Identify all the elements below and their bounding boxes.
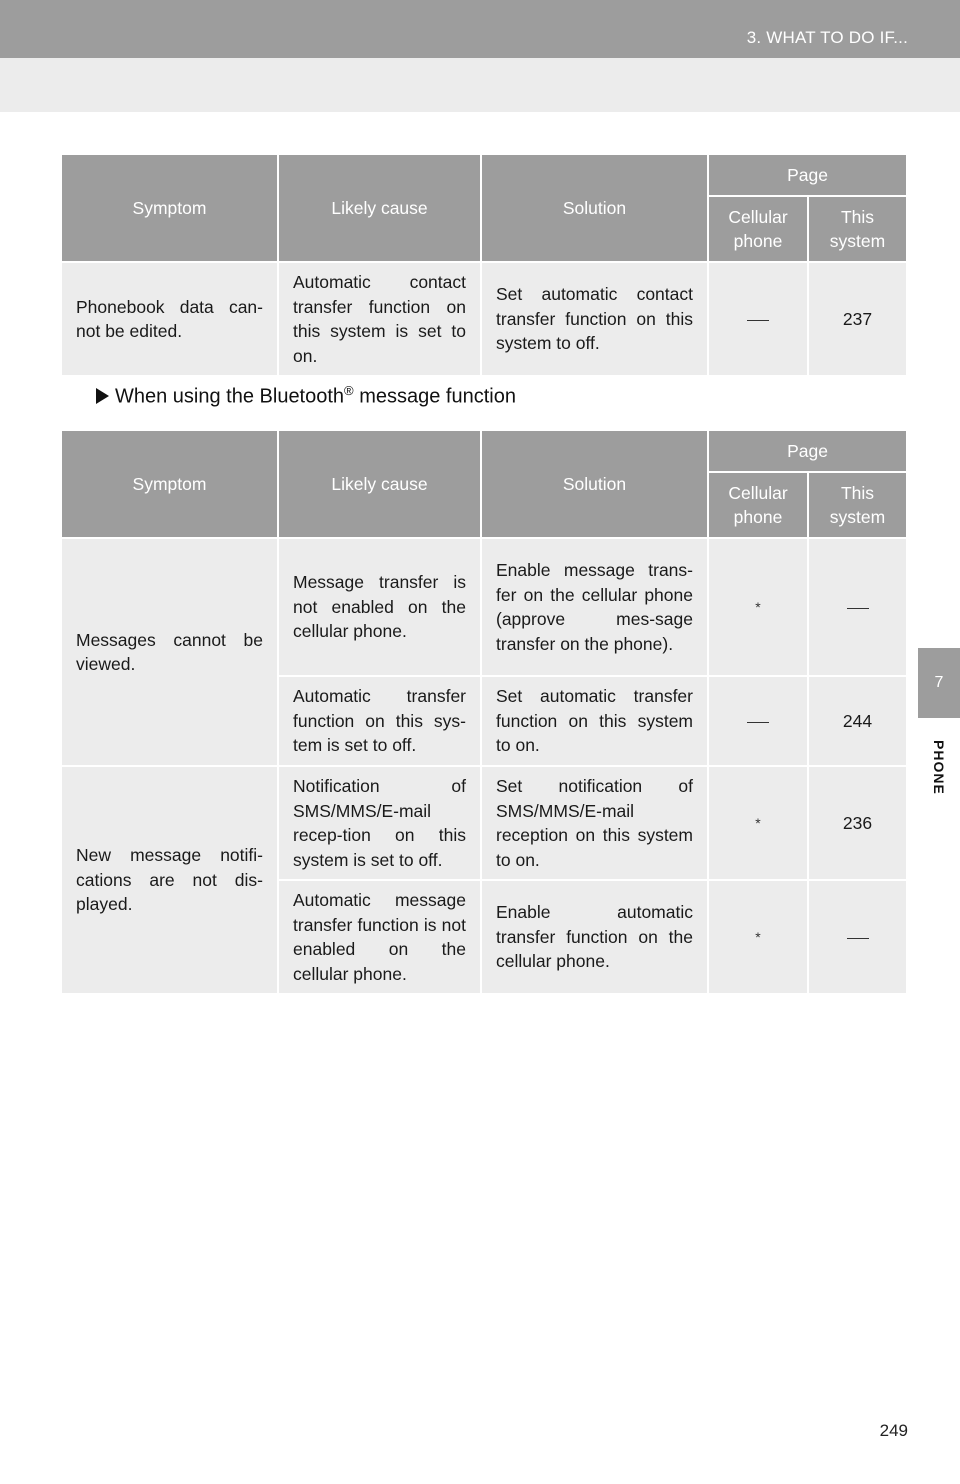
triangle-bullet-icon xyxy=(96,388,109,404)
col-symptom: Symptom xyxy=(61,154,278,262)
dash-mark xyxy=(747,722,769,723)
symptom-cell: Phonebook data can-not be edited. xyxy=(61,262,278,376)
solution-cell: Set notification of SMS/MMS/E-mail reception on this system to on. xyxy=(481,766,708,880)
section-heading-prefix: When using the Bluetooth xyxy=(115,385,345,408)
col-this-system: This system xyxy=(808,196,907,262)
header-bar xyxy=(0,0,960,58)
col-likely-cause: Likely cause xyxy=(278,430,481,538)
col-page: Page xyxy=(708,430,907,472)
dash-mark xyxy=(847,938,869,939)
page-number: 249 xyxy=(879,1421,908,1440)
message-troubleshooting-table xyxy=(60,429,908,995)
table-row xyxy=(61,766,907,880)
col-solution: Solution xyxy=(481,430,708,538)
table-row xyxy=(61,538,907,676)
system-page-cell xyxy=(808,880,907,994)
cellular-page-cell xyxy=(708,538,808,676)
chapter-tab-number: 7 xyxy=(918,648,960,718)
col-this-system: This system xyxy=(808,472,907,538)
cause-cell: Automatic contact transfer function on this system is set to on. xyxy=(278,262,481,376)
section-heading xyxy=(96,383,516,409)
col-solution: Solution xyxy=(481,154,708,262)
col-likely-cause: Likely cause xyxy=(278,154,481,262)
section-heading-suffix: message function xyxy=(353,385,516,408)
table-row xyxy=(61,262,907,376)
cellular-page-cell xyxy=(708,766,808,880)
system-page-cell: 237 xyxy=(808,262,907,376)
symptom-cell: New message notifi-cations are not dis-played. xyxy=(61,766,278,994)
solution-cell: Set automatic contact transfer function on this system to off. xyxy=(481,262,708,376)
symptom-cell: Messages cannot be viewed. xyxy=(61,538,278,766)
registered-mark: ® xyxy=(344,383,354,398)
cause-cell: Automatic transfer function on this sys-tem is set to off. xyxy=(278,676,481,766)
cause-cell: Automatic message transfer function is not enabled on the cellular phone. xyxy=(278,880,481,994)
solution-cell: Enable message trans-fer on the cellular phone (approve mes-sage transfer on the phone). xyxy=(481,538,708,676)
system-page-cell xyxy=(808,538,907,676)
asterisk-mark: * xyxy=(755,815,761,832)
asterisk-mark: * xyxy=(755,599,761,616)
dash-mark xyxy=(847,608,869,609)
col-cellular-phone: Cellular phone xyxy=(708,472,808,538)
system-page-cell: 236 xyxy=(808,766,907,880)
dash-mark xyxy=(747,320,769,321)
cellular-page-cell xyxy=(708,880,808,994)
system-page-cell: 244 xyxy=(808,676,907,766)
col-symptom: Symptom xyxy=(61,430,278,538)
phonebook-troubleshooting-table xyxy=(60,153,908,377)
running-head: 3. WHAT TO DO IF... xyxy=(746,28,908,47)
chapter-tab-label-text: PHONE xyxy=(931,739,947,795)
cause-cell: Message transfer is not enabled on the cellular phone. xyxy=(278,538,481,676)
cellular-page-cell xyxy=(708,676,808,766)
col-cellular-phone: Cellular phone xyxy=(708,196,808,262)
col-page: Page xyxy=(708,154,907,196)
asterisk-mark: * xyxy=(755,929,761,946)
solution-cell: Enable automatic transfer function on the cellular phone. xyxy=(481,880,708,994)
chapter-tab-label xyxy=(918,722,960,812)
cause-cell: Notification of SMS/MMS/E-mail recep-tion on this system is set to off. xyxy=(278,766,481,880)
cellular-page-cell xyxy=(708,262,808,376)
solution-cell: Set automatic transfer function on this system to on. xyxy=(481,676,708,766)
